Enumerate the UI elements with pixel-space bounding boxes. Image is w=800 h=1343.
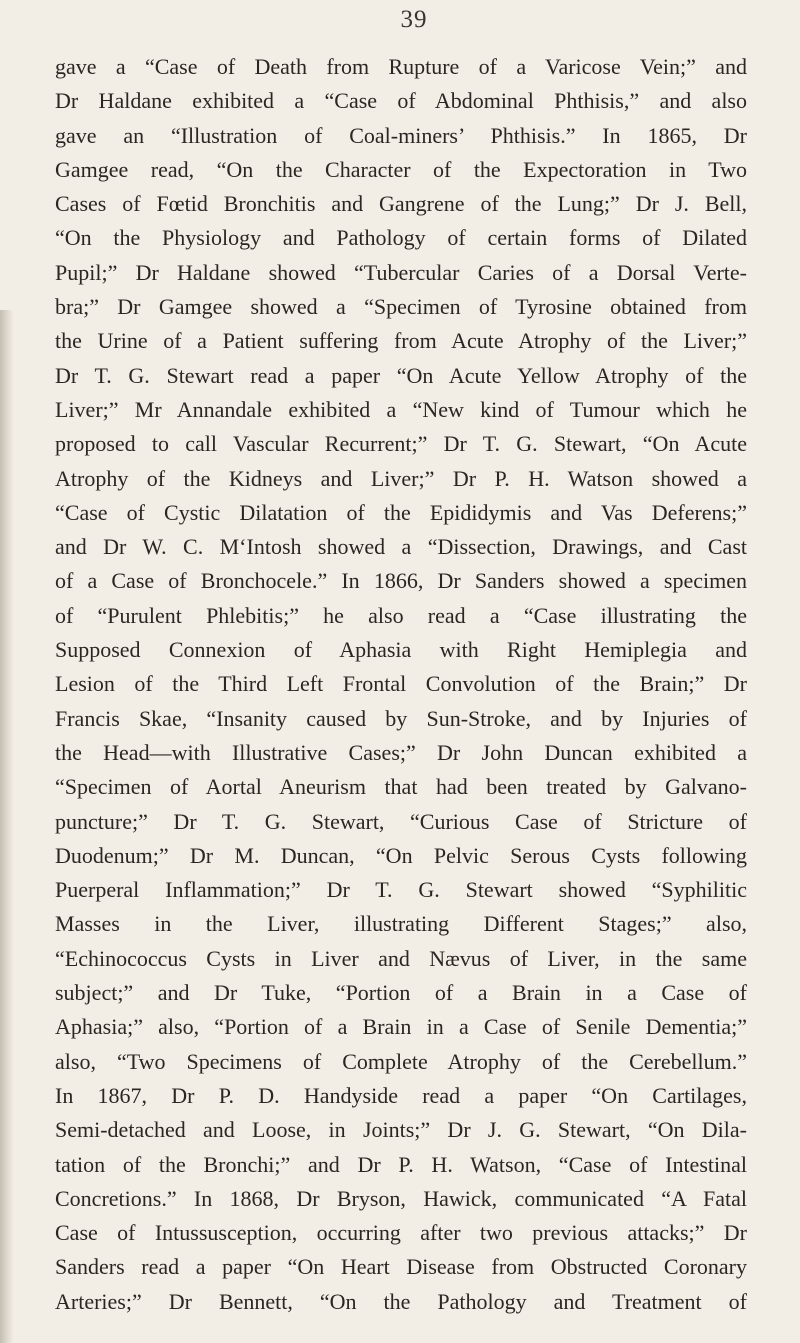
- text-line: Puerperal Inflammation;” Dr T. G. Stewart showed “Syphilitic: [55, 877, 747, 903]
- text-line: subject;” and Dr Tuke, “Portion of a Brain in a Case of: [55, 980, 747, 1006]
- text-line: bra;” Dr Gamgee showed a “Specimen of Tyrosine obtained from: [55, 294, 747, 320]
- body-text: [55, 50, 747, 1319]
- text-line: Francis Skae, “Insanity caused by Sun-Stroke, and by Injuries of: [55, 705, 747, 731]
- text-line: Masses in the Liver, illustrating Different Stages;” also,: [55, 911, 747, 937]
- text-line: “Case of Cystic Dilatation of the Epididymis and Vas Deferens;”: [55, 499, 747, 525]
- text-line: tation of the Bronchi;” and Dr P. H. Watson, “Case of Intestinal: [55, 1151, 747, 1177]
- text-line: Supposed Connexion of Aphasia with Right Hemiplegia and: [55, 637, 747, 663]
- text-line: Dr Haldane exhibited a “Case of Abdominal Phthisis,” and also: [55, 88, 747, 114]
- text-line: and Dr W. C. MʻIntosh showed a “Dissection, Drawings, and Cast: [55, 534, 747, 560]
- text-line: Sanders read a paper “On Heart Disease from Obstructed Coronary: [55, 1254, 747, 1280]
- text-line: Pupil;” Dr Haldane showed “Tubercular Caries of a Dorsal Verte-: [55, 259, 747, 285]
- text-line: gave a “Case of Death from Rupture of a Varicose Vein;” and: [55, 54, 747, 79]
- text-line: Atrophy of the Kidneys and Liver;” Dr P. H. Watson showed a: [55, 465, 747, 491]
- text-line: In 1867, Dr P. D. Handyside read a paper “On Cartilages,: [55, 1082, 747, 1108]
- page-number: 39: [400, 6, 428, 33]
- text-line: Gamgee read, “On the Character of the Expectoration in Two: [55, 156, 747, 182]
- text-line: Aphasia;” also, “Portion of a Brain in a Case of Senile Dementia;”: [55, 1014, 747, 1040]
- text-line: “On the Physiology and Pathology of certain forms of Dilated: [55, 225, 747, 251]
- text-line: Cases of Fœtid Bronchitis and Gangrene of the Lung;” Dr J. Bell,: [55, 191, 747, 217]
- text-line: Dr T. G. Stewart read a paper “On Acute Yellow Atrophy of the: [55, 362, 747, 388]
- text-line: Semi-detached and Loose, in Joints;” Dr J. G. Stewart, “On Dila-: [55, 1117, 747, 1143]
- text-line: also, “Two Specimens of Complete Atrophy of the Cerebellum.”: [55, 1048, 747, 1074]
- text-line: “Echinococcus Cysts in Liver and Nævus of Liver, in the same: [55, 945, 747, 971]
- text-line: puncture;” Dr T. G. Stewart, “Curious Case of Stricture of: [55, 808, 747, 834]
- text-line: gave an “Illustration of Coal-miners’ Phthisis.” In 1865, Dr: [55, 122, 747, 148]
- text-line: of “Purulent Phlebitis;” he also read a “Case illustrating the: [55, 602, 747, 628]
- text-line: the Urine of a Patient suffering from Acute Atrophy of the Liver;”: [55, 328, 747, 354]
- text-line: Concretions.” In 1868, Dr Bryson, Hawick, communicated “A Fatal: [55, 1185, 747, 1211]
- text-line: Lesion of the Third Left Frontal Convolution of the Brain;” Dr: [55, 671, 747, 697]
- page-binding-shadow: [0, 310, 14, 1343]
- text-line: “Specimen of Aortal Aneurism that had been treated by Galvano-: [55, 774, 747, 800]
- text-line: of a Case of Bronchocele.” In 1866, Dr Sanders showed a specimen: [55, 568, 747, 594]
- text-line: Duodenum;” Dr M. Duncan, “On Pelvic Serous Cysts following: [55, 842, 747, 868]
- text-line: the Head—with Illustrative Cases;” Dr John Duncan exhibited a: [55, 739, 747, 765]
- text-line: Arteries;” Dr Bennett, “On the Pathology and Treatment of: [55, 1288, 747, 1314]
- text-line: proposed to call Vascular Recurrent;” Dr T. G. Stewart, “On Acute: [55, 431, 747, 457]
- text-line: Case of Intussusception, occurring after two previous attacks;” Dr: [55, 1220, 747, 1246]
- text-line: Liver;” Mr Annandale exhibited a “New kind of Tumour which he: [55, 396, 747, 422]
